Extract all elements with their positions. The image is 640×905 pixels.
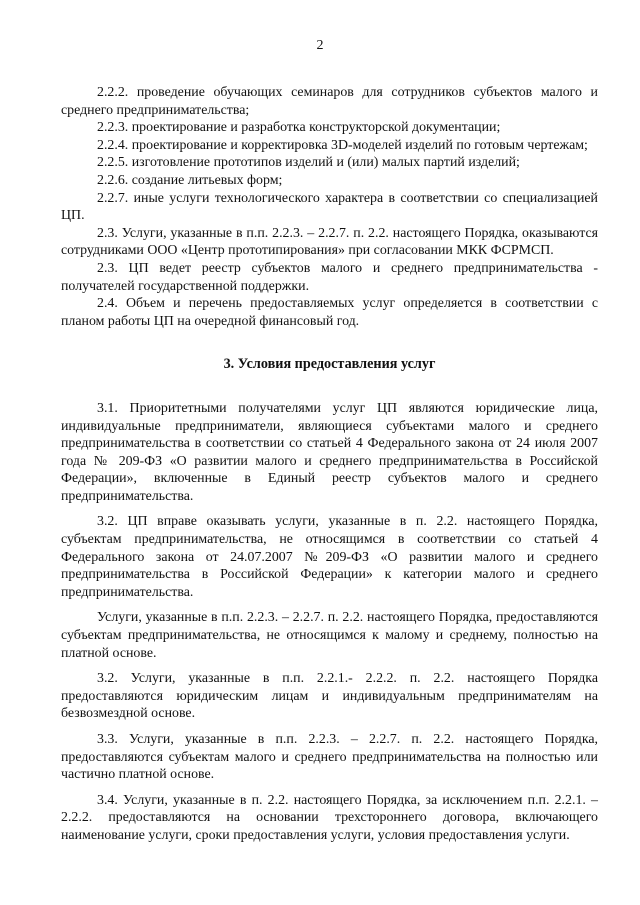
paragraph-3-2-b: 3.2. Услуги, указанные в п.п. 2.2.1.- 2.2.2. п. 2.2. настоящего Порядка предоставляются юридическим лицам и индивидуальным предпринимателям на безвозмездной основе. <box>61 671 598 722</box>
paragraph-2-2-5: 2.2.5. изготовление прототипов изделий и (или) малых партий изделий; <box>97 155 520 171</box>
paragraph-2-2-6: 2.2.6. создание литьевых форм; <box>97 172 283 188</box>
paragraph-2-2-4: 2.2.4. проектирование и корректировка 3D-моделей изделий по готовым чертежам; <box>97 137 588 153</box>
paragraph-3-3: 3.3. Услуги, указанные в п.п. 2.2.3. – 2.2.7. п. 2.2. настоящего Порядка, предоставляются субъектам малого и среднего предпринимательства на полностью или частично платной основе. <box>61 732 598 783</box>
paragraph-services-paid: Услуги, указанные в п.п. 2.2.3. – 2.2.7. п. 2.2. настоящего Порядка, предоставляются субъектам предпринимательства, не относящимся к малому и среднему, полностью на платной основе. <box>61 610 598 661</box>
paragraph-3-1: 3.1. Приоритетными получателями услуг ЦП являются юридические лица, индивидуальные предприниматели, являющиеся субъектами малого и среднего предпринимательства в соответствии со статьей 4 Федерального закона от 24 июля 2007 года № 209-ФЗ «О развитии малого и среднего предпринимательства в Российской Федерации», включенные в Единый реестр субъектов малого и среднего предпринимательства. <box>61 400 598 504</box>
section-title: 3. Условия предоставления услуг <box>223 356 436 373</box>
document-body <box>61 84 598 845</box>
paragraph-3-4: 3.4. Услуги, указанные в п. 2.2. настоящего Порядка, за исключением п.п. 2.2.1. – 2.2.2. предоставляются на основании трехстороннего договора, включающего наименование услуги, сроки предоставления услуги, условия предоставления услуги. <box>61 792 598 843</box>
paragraph-3-2-a: 3.2. ЦП вправе оказывать услуги, указанные в п. 2.2. настоящего Порядка, субъектам предпринимательства, не относящимся в соответствии со статьей 4 Федерального закона от 24.07.2007 №209-ФЗ «О развитии малого и среднего предпринимательства в Российской Федерации» к категории малого и среднего предпринимательства. <box>61 514 598 600</box>
page-number: 2 <box>316 38 324 53</box>
paragraph-2-2-2: 2.2.2. проведение обучающих семинаров для сотрудников субъектов малого и среднего предпринимательства; <box>61 85 598 118</box>
paragraph-2-2-7: 2.2.7. иные услуги технологического характера в соответствии со специализацией ЦП. <box>61 190 598 224</box>
paragraph-2-3-a: 2.3. Услуги, указанные в п.п. 2.2.3. – 2.2.7. п. 2.2. настоящего Порядка, оказываются сотрудниками ООО «Центр прототипирования» при согласовании МКК ФСРМСП. <box>61 225 598 259</box>
paragraph-2-4: 2.4. Объем и перечень предоставляемых услуг определяется в соответствии с планом работы ЦП на очередной финансовый год. <box>61 296 598 329</box>
paragraph-2-3-b: 2.3. ЦП ведет реестр субъектов малого и среднего предпринимательства - получателей государственной поддержки. <box>61 260 598 294</box>
paragraph-2-2-3: 2.2.3. проектирование и разработка конструкторской документации; <box>97 120 501 136</box>
